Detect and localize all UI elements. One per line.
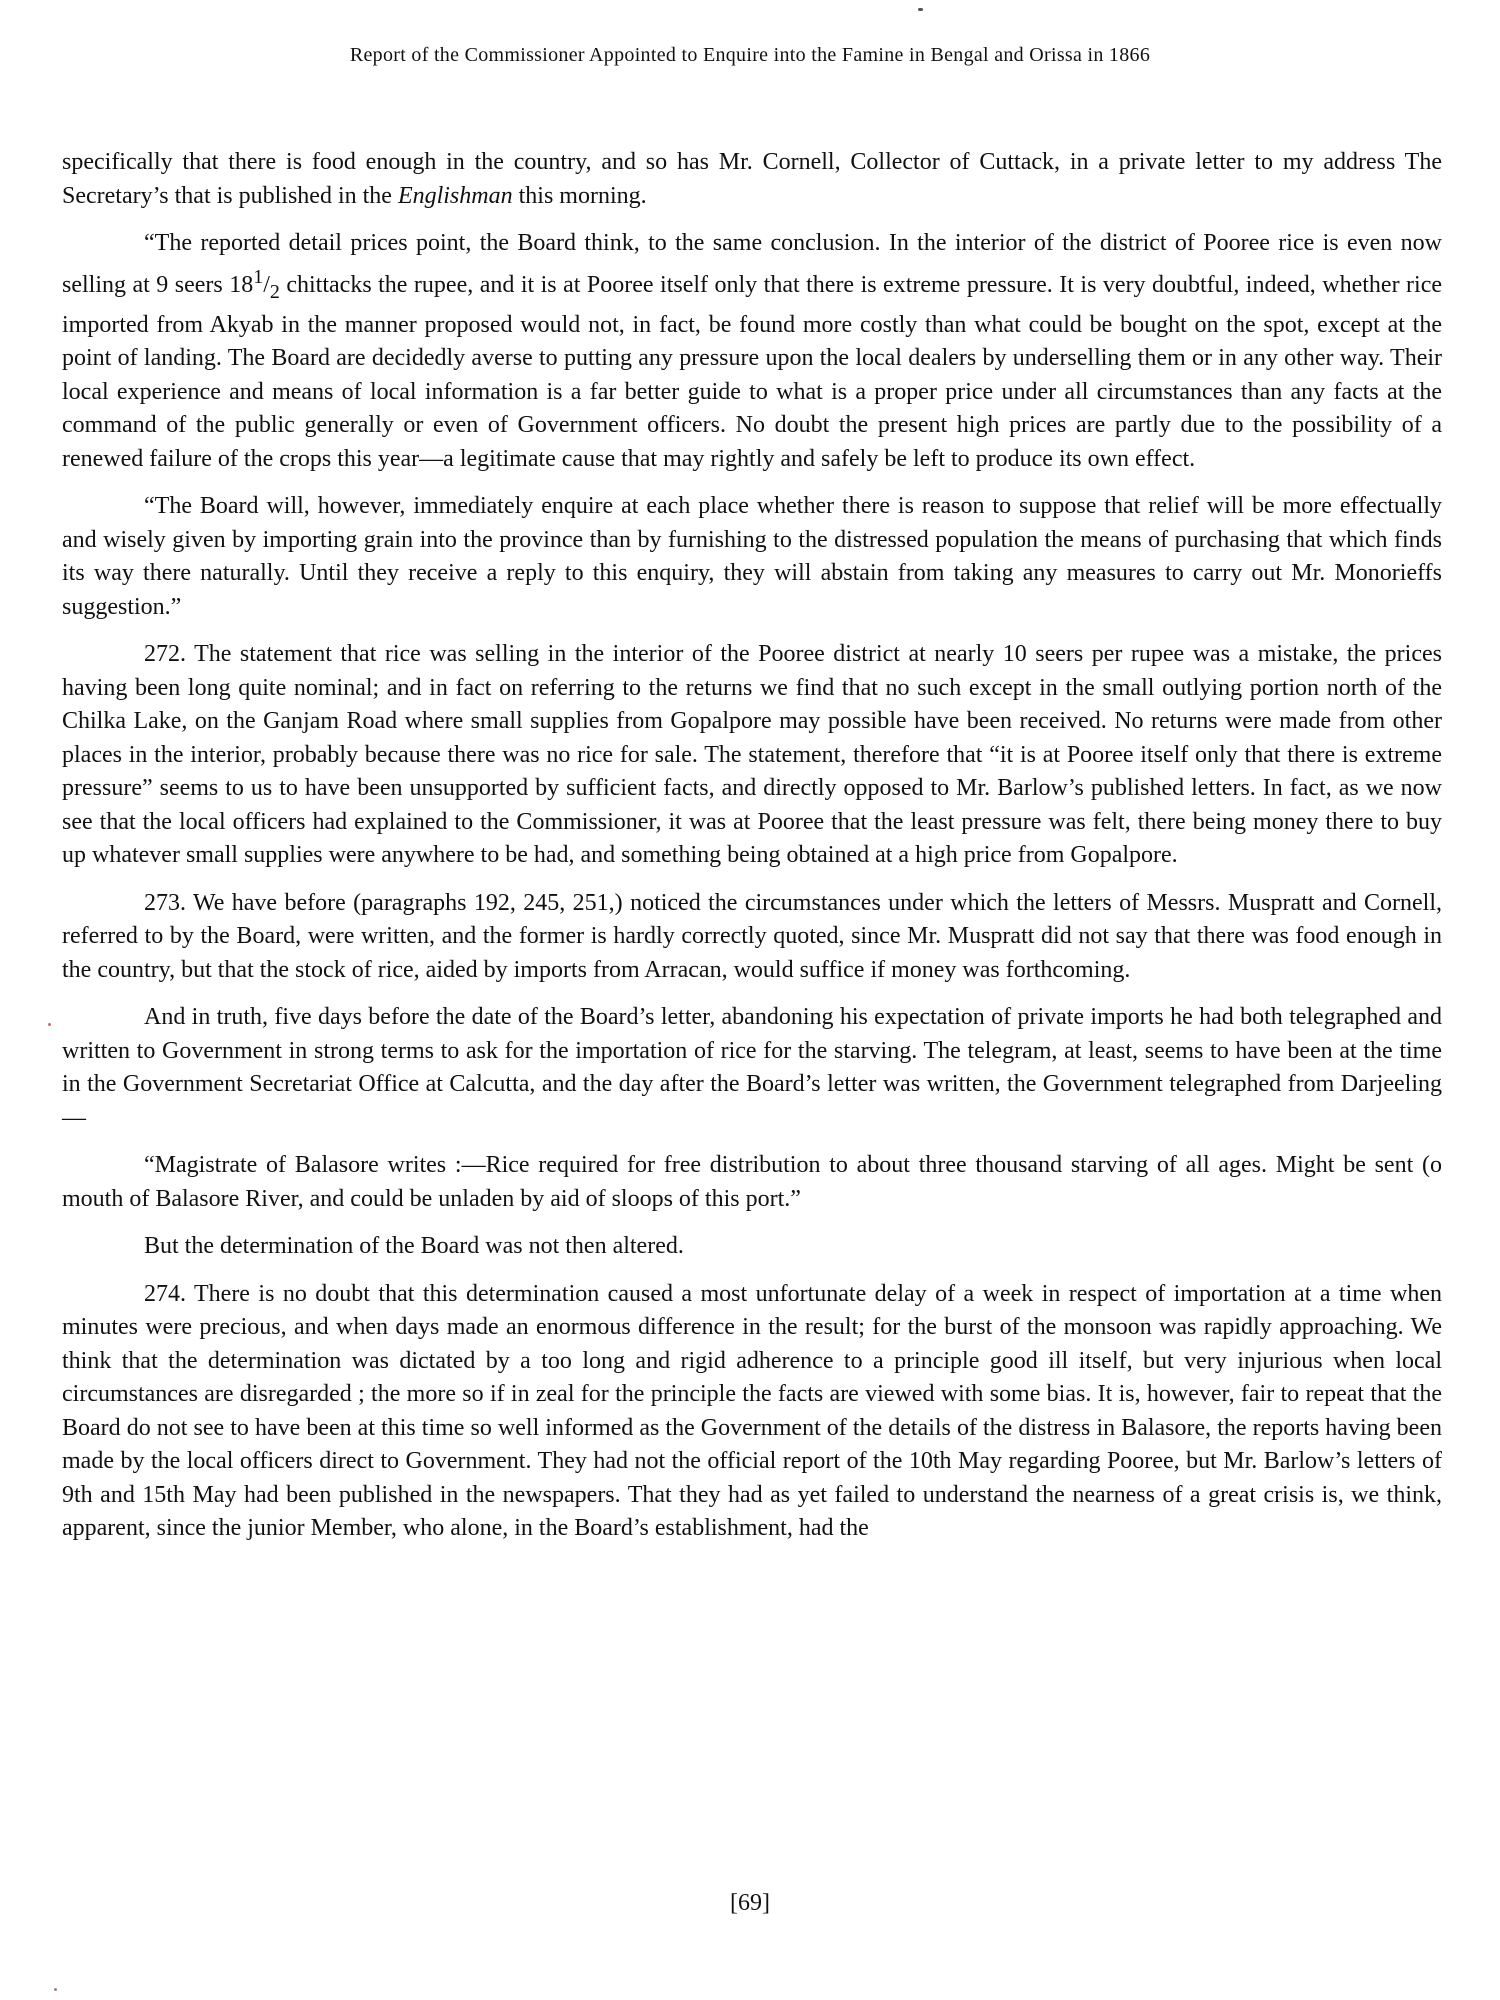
- running-header: Report of the Commissioner Appointed to Enquire into the Famine in Bengal and Orissa in 1866: [349, 44, 1151, 66]
- fraction-numerator: 1: [253, 265, 264, 288]
- fraction-slash: /: [263, 271, 270, 298]
- scan-speck: [918, 8, 923, 11]
- text-run: this morning.: [512, 182, 647, 209]
- paragraph-272: 272. The statement that rice was selling in the interior of the Pooree district at nearly 10 seers per rupee was a mistake, the prices having been long quite nominal; and in fact on referring to the returns we find that no such except in the small outlying portion north of the Chilka Lake, on the Ganjam Road where small supplies from Gopalpore may possible have been received. No returns were made from other places in the interior, probably because there was no rice for sale. The statement, therefore that “it is at Pooree itself only that there is extreme pressure” seems to us to have been unsupported by sufficient facts, and directly opposed to Mr. Barlow’s published letters. In fact, as we now see that the local officers had explained to the Commissioner, it was at Pooree that the least pressure was felt, there being money there to buy up whatever small supplies were anywhere to be had, and something being obtained at a high price from Gopalpore.: [62, 641, 1442, 869]
- quoted-paragraph: “The Board will, however, immediately enquire at each place whether there is reason to suppose that relief will be more effectually and wisely given by importing grain into the province than by furnishing to the distressed population the means of purchasing that which finds its way there naturally. Until they receive a reply to this enquiry, they will abstain from taking any measures to carry out Mr. Monorieffs suggestion.”: [62, 493, 1442, 620]
- page-number: [69]: [730, 1890, 770, 1916]
- telegram-quote: “Magistrate of Balasore writes :—Rice required for free distribution to about three thousand starving of all ages. Might be sent (o mouth of Balasore River, and could be unladen by aid of sloops of this port.”: [62, 1152, 1442, 1212]
- paragraph-273: 273. We have before (paragraphs 192, 245, 251,) noticed the circumstances under which the letters of Messrs. Muspratt and Cornell, referred to by the Board, were written, and the former is hardly correctly quoted, since Mr. Muspratt did not say that there was food enough in the country, but that the stock of rice, aided by imports from Arracan, would suffice if money was forthcoming.: [62, 889, 1442, 983]
- fraction-denominator: 2: [269, 280, 280, 303]
- scan-speck: [54, 1988, 57, 1991]
- quoted-paragraph: [62, 227, 1442, 476]
- newspaper-title: Englishman: [397, 182, 513, 209]
- paragraph: But the determination of the Board was not then altered.: [144, 1233, 684, 1260]
- text-run: chittacks the rupee, and it is at Pooree itself only that there is extreme pressure. It is very doubtful, indeed, whether rice imported from Akyab in the manner proposed would not, in fact, be found more costly than what could be bought on the spot, except at the point of landing. The Board are decidedly averse to putting any pressure upon the local dealers by underselling them or in any other way. Their local experience and means of local information is a far better guide to what is a proper price under all circumstances than any facts at the command of the public generally or even of Government officers. No doubt the present high prices are partly due to the possibility of a renewed failure of the crops this year—a legitimate cause that may rightly and safely be left to produce its own effect.: [62, 271, 1442, 472]
- body-text: [62, 146, 1442, 1546]
- scan-speck: [48, 1023, 51, 1026]
- text-run: “The reported detail prices point, the Board think, to the same conclusion. In the interior of the district of Pooree rice is even now selling at 9 seers 18: [62, 230, 1442, 298]
- text-run: specifically that there is food enough in the country, and so has Mr. Cornell, Collector of Cuttack, in a private letter to my address The Secretary’s that is published in the: [62, 149, 1442, 209]
- paragraph-274: 274. There is no doubt that this determination caused a most unfortunate delay of a week in respect of importation at a time when minutes were precious, and when days made an enormous difference in the result; for the burst of the monsoon was rapidly approaching. We think that the determination was dictated by a too long and rigid adherence to a principle good ill itself, but very injurious when local circumstances are disregarded ; the more so if in zeal for the principle the facts are viewed with some bias. It is, however, fair to repeat that the Board do not see to have been at this time so well informed as the Government of the details of the distress in Balasore, the reports having been made by the local officers direct to Government. They had not the official report of the 10th May regarding Pooree, but Mr. Barlow’s letters of 9th and 15th May had been published in the newspapers. That they had as yet failed to understand the nearness of a great crisis is, we think, apparent, since the junior Member, who alone, in the Board’s establishment, had the: [62, 1280, 1442, 1542]
- paragraph-continuation: [62, 146, 1442, 213]
- paragraph: And in truth, five days before the date of the Board’s letter, abandoning his expectation of private imports he had both telegraphed and written to Government in strong terms to ask for the importation of rice for the starving. The telegram, at least, seems to have been at the time in the Government Secretariat Office at Calcutta, and the day after the Board’s letter was written, the Government telegraphed from Darjeeling—: [62, 1004, 1442, 1131]
